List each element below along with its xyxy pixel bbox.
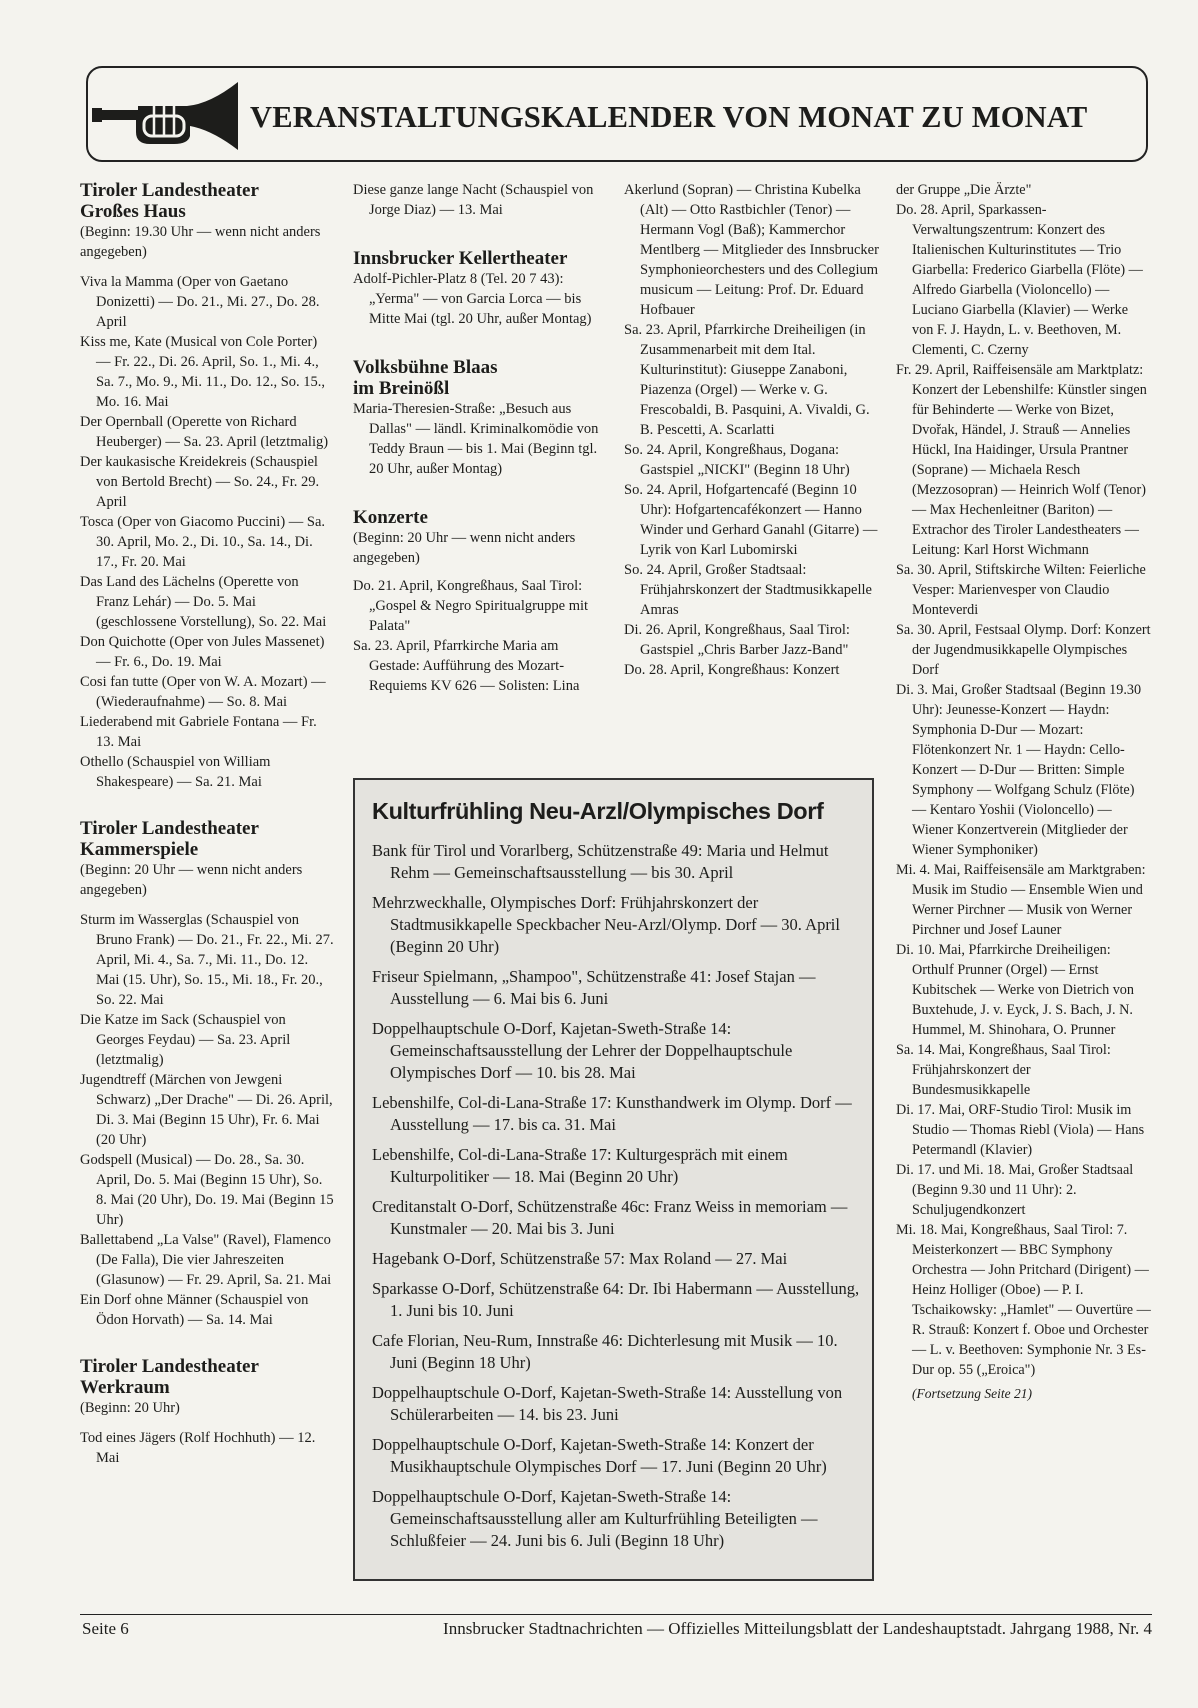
list-item: Sa. 14. Mai, Kongreßhaus, Saal Tirol: Frühjahrskonzert der Bundesmusikkapelle bbox=[896, 1042, 1111, 1098]
column-theater bbox=[80, 180, 335, 1468]
list-item: Doppelhauptschule O-Dorf, Kajetan-Sweth-Straße 14: Ausstellung von Schülerarbeiten — 14. bis 23. Juni bbox=[372, 1383, 843, 1424]
list-item: Mi. 4. Mai, Raiffeisensäle am Marktgraben: Musik im Studio — Ensemble Wien und Werner Pirchner — Musik von Werner Pirchner und Josef Launer bbox=[896, 862, 1146, 938]
list-item: Der kaukasische Kreidekreis (Schauspiel von Bertold Brecht) — So. 24., Fr. 29. April bbox=[80, 454, 320, 510]
list-item: Adolf-Pichler-Platz 8 (Tel. 20 7 43): „Yerma" — von Garcia Lorca — bis Mitte Mai (tgl. 20 Uhr, außer Montag) bbox=[353, 271, 592, 327]
column-kleinbuehnen bbox=[353, 180, 608, 696]
list-item: der Gruppe „Die Ärzte" bbox=[896, 182, 1032, 198]
column-konzerte-cont-2 bbox=[896, 180, 1152, 1404]
list-item: Di. 26. April, Kongreßhaus, Saal Tirol: Gastspiel „Chris Barber Jazz-Band" bbox=[624, 622, 850, 658]
list-item: Sparkasse O-Dorf, Schützenstraße 64: Dr. Ibi Habermann — Ausstellung, 1. Juni bis 10. Juni bbox=[372, 1279, 860, 1320]
list-item: Lebenshilfe, Col-di-Lana-Straße 17: Kunsthandwerk im Olymp. Dorf — Ausstellung — 17. bis ca. 31. Mai bbox=[372, 1093, 852, 1134]
list-item: Tod eines Jägers (Rolf Hochhuth) — 12. Mai bbox=[80, 1430, 316, 1466]
list-item: Sa. 30. April, Festsaal Olymp. Dorf: Konzert der Jugendmusikkapelle Olympisches Dorf bbox=[896, 622, 1151, 678]
list-item: Akerlund (Sopran) — Christina Kubelka (Alt) — Otto Rastbichler (Tenor) — Hermann Vogl (Baß); Kammerchor Mentlberg — Mitglieder des Innsbrucker Symphonieorchesters und des Collegium musicum — Leitung: Prof. Dr. Eduard Hofbauer bbox=[624, 182, 879, 318]
list-item: Die Katze im Sack (Schauspiel von Georges Feydau) — Sa. 23. April (letztmalig) bbox=[80, 1012, 291, 1068]
list-item: Do. 28. April, Kongreßhaus: Konzert bbox=[624, 662, 840, 678]
list-item: Doppelhauptschule O-Dorf, Kajetan-Sweth-Straße 14: Gemeinschaftsausstellung aller am Kulturfrühling Beteiligten — Schlußfeier — 24. Juni bis 6. Juli (Beginn 18 Uhr) bbox=[372, 1487, 818, 1550]
page-number: Seite 6 bbox=[82, 1619, 129, 1638]
page-title: VERANSTALTUNGSKALENDER VON MONAT ZU MONAT bbox=[250, 100, 1088, 134]
list-item: Der Opernball (Operette von Richard Heuberger) — Sa. 23. April (letztmalig) bbox=[80, 414, 329, 450]
list-item: Cafe Florian, Neu-Rum, Innstraße 46: Dichterlesung mit Musik — 10. Juni (Beginn 18 Uhr) bbox=[372, 1331, 838, 1372]
list-item: Creditanstalt O-Dorf, Schützenstraße 46c: Franz Weiss in memoriam — Kunstmaler — 20. Mai bis 3. Juni bbox=[372, 1197, 848, 1238]
list-item: Maria-Theresien-Straße: „Besuch aus Dallas" — ländl. Kriminalkomödie von Teddy Braun — bis 1. Mai (Beginn tgl. 20 Uhr, außer Montag) bbox=[353, 401, 599, 477]
publication-line: Innsbrucker Stadtnachrichten — Offizielles Mitteilungsblatt der Landeshauptstadt. Jahrgang 1988, Nr. 4 bbox=[443, 1619, 1152, 1638]
section-title-kellertheater: Innsbrucker Kellertheater bbox=[353, 248, 568, 269]
list-item: Jugendtreff (Märchen von Jewgeni Schwarz) „Der Drache" — Di. 26. April, Di. 3. Mai (Beginn 15 Uhr), Fr. 6. Mai (20 Uhr) bbox=[80, 1072, 333, 1148]
list-item: Doppelhauptschule O-Dorf, Kajetan-Sweth-Straße 14: Gemeinschaftsausstellung der Lehrer der Doppelhauptschule Olympisches Dorf — 10. bis 28. Mai bbox=[372, 1019, 793, 1082]
list-item: Di. 17. und Mi. 18. Mai, Großer Stadtsaal (Beginn 9.30 und 11 Uhr): 2. Schuljugendkonzert bbox=[896, 1162, 1134, 1218]
list-item: Don Quichotte (Oper von Jules Massenet) — Fr. 6., Do. 19. Mai bbox=[80, 634, 325, 670]
list-item: Sturm im Wasserglas (Schauspiel von Bruno Frank) — Do. 21., Fr. 22., Mi. 27. April, Mi. 4., Sa. 7., Mi. 11., Do. 12. Mai (15. Uhr), So. 15., Mi. 18., Fr. 20., So. 22. Mai bbox=[80, 912, 334, 1008]
list-item: Das Land des Lächelns (Operette von Franz Lehár) — Do. 5. Mai (geschlossene Vorstellung), So. 22. Mai bbox=[80, 574, 327, 630]
list-item: Ein Dorf ohne Männer (Schauspiel von Ödon Horvath) — Sa. 14. Mai bbox=[80, 1292, 309, 1328]
trumpet-icon bbox=[92, 76, 242, 154]
list-item: Do. 28. April, Sparkassen-Verwaltungszentrum: Konzert des Italienischen Kulturinstitutes — Trio Giarbella: Frederico Giarbella (Flöte) — Alfredo Giarbella (Violoncello) — Luciano Giarbella (Klavier) — Werke von F. J. Haydn, L. v. Beethoven, M. Clementi, C. Czerny bbox=[896, 202, 1143, 358]
list-item: Sa. 23. April, Pfarrkirche Maria am Gestade: Aufführung des Mozart-Requiems KV 626 — Solisten: Lina bbox=[353, 638, 580, 694]
list-item: Kiss me, Kate (Musical von Cole Porter) — Fr. 22., Di. 26. April, So. 1., Mi. 4., Sa. 7., Mo. 9., Mi. 11., Do. 12., So. 15., Mo. 16. Mai bbox=[80, 334, 326, 410]
list-item: Di. 10. Mai, Pfarrkirche Dreiheiligen: Orthulf Prunner (Orgel) — Ernst Kubitschek — Werke von Dietrich von Buxtehude, J. v. Eyck, J. S. Bach, J. N. Hummel, M. Shinohara, O. Prunner bbox=[896, 942, 1134, 1038]
list-item: Friseur Spielmann, „Shampoo", Schützenstraße 41: Josef Stajan — Ausstellung — 6. Mai bis 6. Juni bbox=[372, 967, 816, 1008]
list-item: Sa. 30. April, Stiftskirche Wilten: Feierliche Vesper: Marienvesper von Claudio Monteverdi bbox=[896, 562, 1146, 618]
list-item: Do. 21. April, Kongreßhaus, Saal Tirol: „Gospel & Negro Spiritualgruppe mit Palata" bbox=[353, 578, 589, 634]
section-note: (Beginn: 20 Uhr) bbox=[80, 1400, 180, 1416]
list-item: Doppelhauptschule O-Dorf, Kajetan-Sweth-Straße 14: Konzert der Musikhauptschule Olympisches Dorf — 17. Juni (Beginn 20 Uhr) bbox=[372, 1435, 827, 1476]
list-item: Godspell (Musical) — Do. 28., Sa. 30. April, Do. 5. Mai (Beginn 15 Uhr), So. 8. Mai (20 Uhr), Do. 19. Mai (Beginn 15 Uhr) bbox=[80, 1152, 334, 1228]
section-title-konzerte: Konzerte bbox=[353, 507, 428, 528]
list-item: Tosca (Oper von Giacomo Puccini) — Sa. 30. April, Mo. 2., Di. 10., Sa. 14., Di. 17., Fr. 20. Mai bbox=[80, 514, 326, 570]
list-item: Ballettabend „La Valse" (Ravel), Flamenco (De Falla), Die vier Jahreszeiten (Glasunow) — Fr. 29. April, Sa. 21. Mai bbox=[80, 1232, 332, 1288]
list-item: So. 24. April, Kongreßhaus, Dogana: Gastspiel „NICKI" (Beginn 18 Uhr) bbox=[624, 442, 850, 478]
section-title-volksbuehne: Volksbühne Blaas im Breinößl bbox=[353, 357, 498, 399]
section-title-werkraum: Tiroler Landestheater Werkraum bbox=[80, 1356, 259, 1398]
continuation-note: (Fortsetzung Seite 21) bbox=[912, 1386, 1032, 1401]
section-title-grosses-haus: Tiroler Landestheater Großes Haus bbox=[80, 180, 259, 222]
list-item: Lebenshilfe, Col-di-Lana-Straße 17: Kulturgespräch mit einem Kulturpolitiker — 18. Mai (Beginn 20 Uhr) bbox=[372, 1145, 788, 1186]
calendar-header bbox=[86, 66, 1148, 162]
list-item: Bank für Tirol und Vorarlberg, Schützenstraße 49: Maria und Helmut Rehm — Gemeinschaftsausstellung — bis 30. April bbox=[372, 841, 829, 882]
list-item: Diese ganze lange Nacht (Schauspiel von Jorge Diaz) — 13. Mai bbox=[353, 182, 594, 218]
list-item: So. 24. April, Hofgartencafé (Beginn 10 Uhr): Hofgartencafékonzert — Hanno Winder und Gerhard Ganahl (Gitarre) — Lyrik von Karl Lubomirski bbox=[624, 482, 878, 558]
list-item: Di. 17. Mai, ORF-Studio Tirol: Musik im Studio — Thomas Riebl (Viola) — Hans Petermandl (Klavier) bbox=[896, 1102, 1145, 1158]
section-note: (Beginn: 20 Uhr — wenn nicht anders angegeben) bbox=[353, 530, 576, 566]
list-item: Hagebank O-Dorf, Schützenstraße 57: Max Roland — 27. Mai bbox=[372, 1249, 788, 1268]
section-title-kammerspiele: Tiroler Landestheater Kammerspiele bbox=[80, 818, 259, 860]
list-item: Mi. 18. Mai, Kongreßhaus, Saal Tirol: 7. Meisterkonzert — BBC Symphony Orchestra — John Pritchard (Dirigent) — Heinz Holliger (Oboe) — P. I. Tschaikowsky: „Hamlet" — Ouvertüre — R. Strauß: Konzert f. Oboe und Orchester — L. v. Beethoven: Symphonie Nr. 3 Es-Dur op. 55 („Eroica") bbox=[896, 1222, 1151, 1378]
column-konzerte-cont bbox=[624, 180, 879, 680]
list-item: Di. 3. Mai, Großer Stadtsaal (Beginn 19.30 Uhr): Jeunesse-Konzert — Haydn: Symphonia D-Dur — Mozart: Flötenkonzert Nr. 1 — Haydn: Cello-Konzert — D-Dur — Britten: Simple Symphony — Wolfgang Schulz (Flöte) — Kentaro Yoshii (Violoncello) — Wiener Konzertverein (Mitglieder der Wiener Symphoniker) bbox=[896, 682, 1142, 858]
list-item: Cosi fan tutte (Oper von W. A. Mozart) — (Wiederaufnahme) — So. 8. Mai bbox=[80, 674, 326, 710]
list-item: Sa. 23. April, Pfarrkirche Dreiheiligen (in Zusammenarbeit mit dem Ital. Kulturinstitut): Giuseppe Zanaboni, Piazenza (Orgel) — Werke v. G. Frescobaldi, B. Pasquini, A. Vivaldi, G. B. Pescetti, A. Scarlatti bbox=[624, 322, 870, 438]
list-item: Mehrzweckhalle, Olympisches Dorf: Frühjahrskonzert der Stadtmusikkapelle Speckbacher Neu-Arzl/Olymp. Dorf — 30. April (Beginn 20 Uhr) bbox=[372, 893, 840, 956]
list-item: Fr. 29. April, Raiffeisensäle am Marktplatz: Konzert der Lebenshilfe: Künstler singen für Behinderte — Werke von Bizet, Dvořak, Händel, J. Strauß — Annelies Hückl, Ina Haidinger, Ursula Prantner (Soprane) — Michaela Resch (Mezzosopran) — Heinrich Wolf (Tenor) — Max Hechenleitner (Bariton) — Extrachor des Tiroler Landestheaters — Leitung: Karl Horst Wichmann bbox=[896, 362, 1147, 558]
section-note: (Beginn: 20 Uhr — wenn nicht anders angegeben) bbox=[80, 862, 303, 898]
list-item: Viva la Mamma (Oper von Gaetano Donizetti) — Do. 21., Mi. 27., Do. 28. April bbox=[80, 274, 320, 330]
kulturfruehling-box bbox=[353, 778, 874, 1581]
section-note: (Beginn: 19.30 Uhr — wenn nicht anders angegeben) bbox=[80, 224, 321, 260]
page-footer bbox=[80, 1614, 1152, 1638]
list-item: So. 24. April, Großer Stadtsaal: Frühjahrskonzert der Stadtmusikkapelle Amras bbox=[624, 562, 872, 618]
list-item: Liederabend mit Gabriele Fontana — Fr. 13. Mai bbox=[80, 714, 317, 750]
box-title: Kulturfrühling Neu-Arzl/Olympisches Dorf bbox=[372, 798, 824, 824]
list-item: Othello (Schauspiel von William Shakespeare) — Sa. 21. Mai bbox=[80, 754, 271, 790]
